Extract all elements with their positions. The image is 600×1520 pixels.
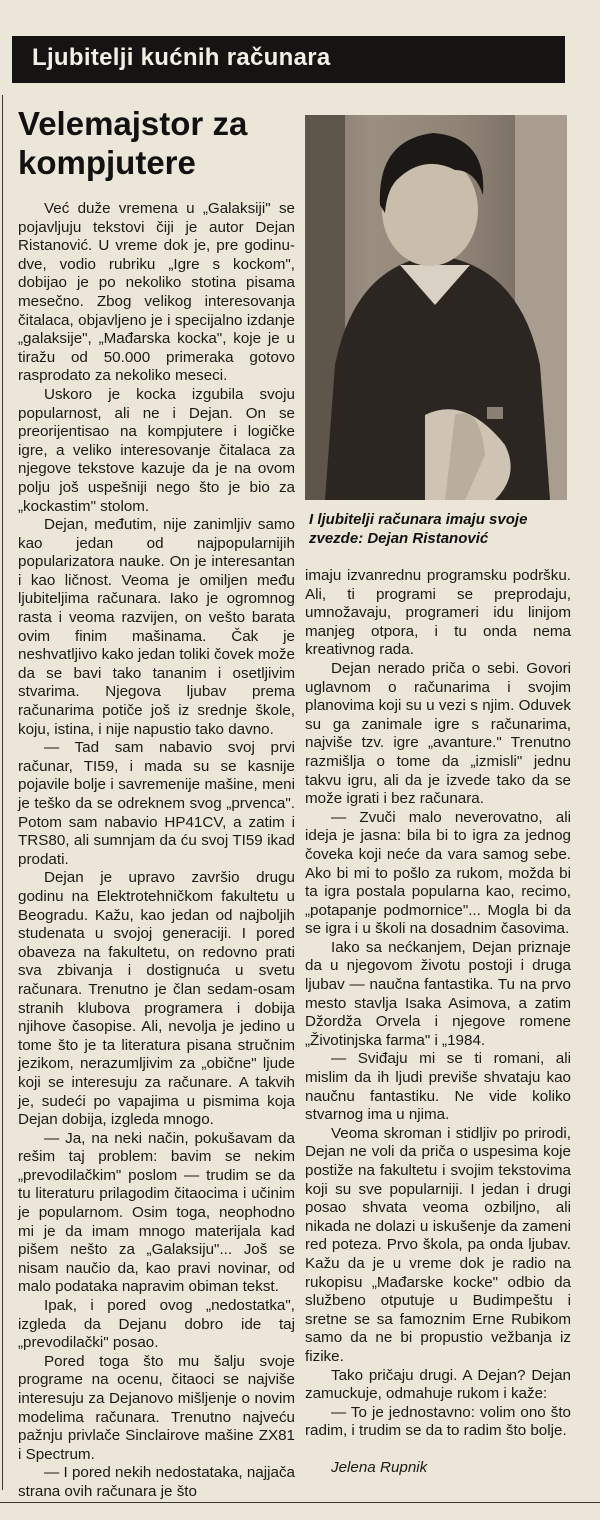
article-paragraph: — I pored nekih nedostataka, najjača strana ovih računara je što [18, 1464, 295, 1500]
article-paragraph: — Sviđaju mi se ti romani, ali mislim da ih ljudi previše shvataju kao naučnu fantastiku. Ne vide koliko stvarnog ima u njima. [305, 1050, 571, 1124]
section-banner [12, 36, 565, 83]
article-paragraph: Pored toga što mu šalju svoje programe na ocenu, čitaoci se najviše interesuju za Dejanovo mišljenje o novim modelima računara. Trenutno najveću pažnju privlače Sinclairove mašine ZX81 i Spectrum. [18, 1352, 295, 1463]
left-margin-rule [2, 95, 3, 1490]
article-headline: Velemajstor za kompjutere [18, 105, 248, 181]
article-column-2 [305, 567, 571, 1478]
article-paragraph: Ipak, i pored ovog „nedostatka", izgleda da Dejanu dobro ide taj „prevodilački" posao. [18, 1297, 295, 1352]
article-paragraph: Već duže vremena u „Galaksiji" se pojavljuju tekstovi čiji je autor Dejan Ristanović. U vreme dok je, pre godinu-dve, vodio rubriku „Igre s kockom", dobijao je po nekoliko stotina pisama mesečno. Zbog velikog interesovanja čitalaca, objavljeno je i specijalno izdanje „galaksije", „Mađarska kocka", koje je u tiražu od 50.000 primeraka gotovo rasprodato za nekoliko meseci. [18, 200, 295, 385]
article-paragraph: Dejan, međutim, nije zanimljiv samo kao jedan od najpopularnijih popularizatora nauke. On je interesantan i kao ličnost. Veoma je omiljen među ljubiteljima računara. Iako je ogromnog rasta i veoma razvijen, on vešto barata ovim finim mašinama. Čak je neshvatljivo kako jedan toliki čovek može da se bavi tako tananim i osetljivim stvarima. Njegova ljubav prema računarima potiče još iz srednje škole, koju, istina, i nije napustio tako davno. [18, 516, 295, 738]
article-paragraph: Dejan je upravo završio drugu godinu na Elektrotehničkom fakultetu u Beogradu. Kažu, kao jedan od najboljih studenata u svojoj generaciji. I pored obaveza na fakultetu, on redovno prati sva zbivanja i dostignuća u svetu računara. Trenutno je član sedam-osam stranih klubova programera i dobija njihove časopise. Ali, nevolja je jedino u tome što je ta literatura pisana stručnim jezikom, nerazumljivim za „obične" ljude koji se interesuju za računare. A takvih je, sudeći po vapajima u pismima koja Dejan dobija, izgleda mnogo. [18, 869, 295, 1129]
article-paragraph: — Tad sam nabavio svoj prvi računar, TI59, i mada su se kasnije pojavile bolje i savremenije mašine, meni je teško da se odreknem svog „prvenca". Potom sam nabavio HP41CV, a zatim i TRS80, ali sumnjam da ću svoj TI59 ikad prodati. [18, 739, 295, 868]
article-paragraph: Iako sa nećkanjem, Dejan priznaje da u njegovom životu postoji i druga ljubav — naučna fantastika. Tu na prvo mesto stavlja Isaka Asimova, a zatim Džordža Orvela i njegove romene „Životinjska farma" i „1984. [305, 938, 571, 1049]
article-paragraph: Uskoro je kocka izgubila svoju popularnost, ali ne i Dejan. On se preorijentisao na kompjutere i logičke igre, a veliko interesovanje čitalaca za njegove tekstove kazuje da je na ovom polju još uspešniji nego što je bio za „kockastim" stolom. [18, 385, 295, 515]
article-paragraph: Dejan nerado priča o sebi. Govori uglavnom o računarima i svojim planovima koji su u vezi s njim. Oduvek su ga zanimale igre s računarima, najviše tzv. igre „avanture." Trenutno razmišlja o tome da „izmisli" jednu takvu igru, ali da je izvede tako da se može igrati i bez računara. [305, 659, 571, 808]
article-paragraph: Tako pričaju drugi. A Dejan? Dejan zamuckuje, odmahuje rukom i kaže: [305, 1366, 571, 1403]
portrait-illustration [305, 115, 567, 500]
bottom-rule [0, 1502, 600, 1503]
author-signature: Jelena Rupnik [331, 1458, 428, 1476]
article-paragraph: — Ja, na neki način, pokušavam da rešim taj problem: bavim se nekim „prevodilačkim" poslom — trudim se da tu literaturu prilagodim čitaocima i učinim je popularnom. Osim toga, neophodno mi je da imam mnogo materijala kad pišem nešto za „Galaksiju"... Još se nisam naučio da, kao pravi novinar, od malo podataka napravim obiman tekst. [18, 1129, 295, 1296]
article-paragraph: Veoma skroman i stidljiv po prirodi, Dejan ne voli da priča o uspesima koje postiže na fakultetu i svojim tekstovima koji su sve popularniji. I jedan i drugi posao shvata veoma ozbiljno, ali nikada ne dolazi u iskušenje da zameni red poteza. Prvo škola, pa onda ljubav. Kažu da je u vreme dok je radio na rukopisu „Mađarske kocke" odbio da službeno otputuje u Budimpeštu i sretne se sa famoznim Erne Rubikom samo da ne bi propustio vežbanja iz fizike. [305, 1124, 571, 1365]
article-paragraph: — Zvuči malo neverovatno, ali ideja je jasna: bila bi to igra za jednog čoveka koji neće da vara samog sebe. Ako bi mi to pošlo za rukom, možda bi ta igra postala popularna kao, recimo, „potapanje podmornice"... Mogla bi da se igra i u školi na dosadnim časovima. [305, 808, 571, 938]
portrait-photo [305, 115, 567, 500]
photo-caption: I ljubitelji računara imaju svoje zvezde: Dejan Ristanović [309, 511, 528, 547]
article-column-1 [18, 200, 295, 1502]
article-paragraph: imaju izvanrednu programsku podršku. Ali, ti programi se preprodaju, umnožavaju, programeri idu linijom manjeg otpora, i tu onda nema kreativnog rada. [305, 567, 571, 659]
article-paragraph: — To je jednostavno: volim ono što radim, i trudim se da to radim što bolje. [305, 1403, 571, 1440]
section-banner-title: Ljubitelji kućnih računara [32, 44, 331, 71]
